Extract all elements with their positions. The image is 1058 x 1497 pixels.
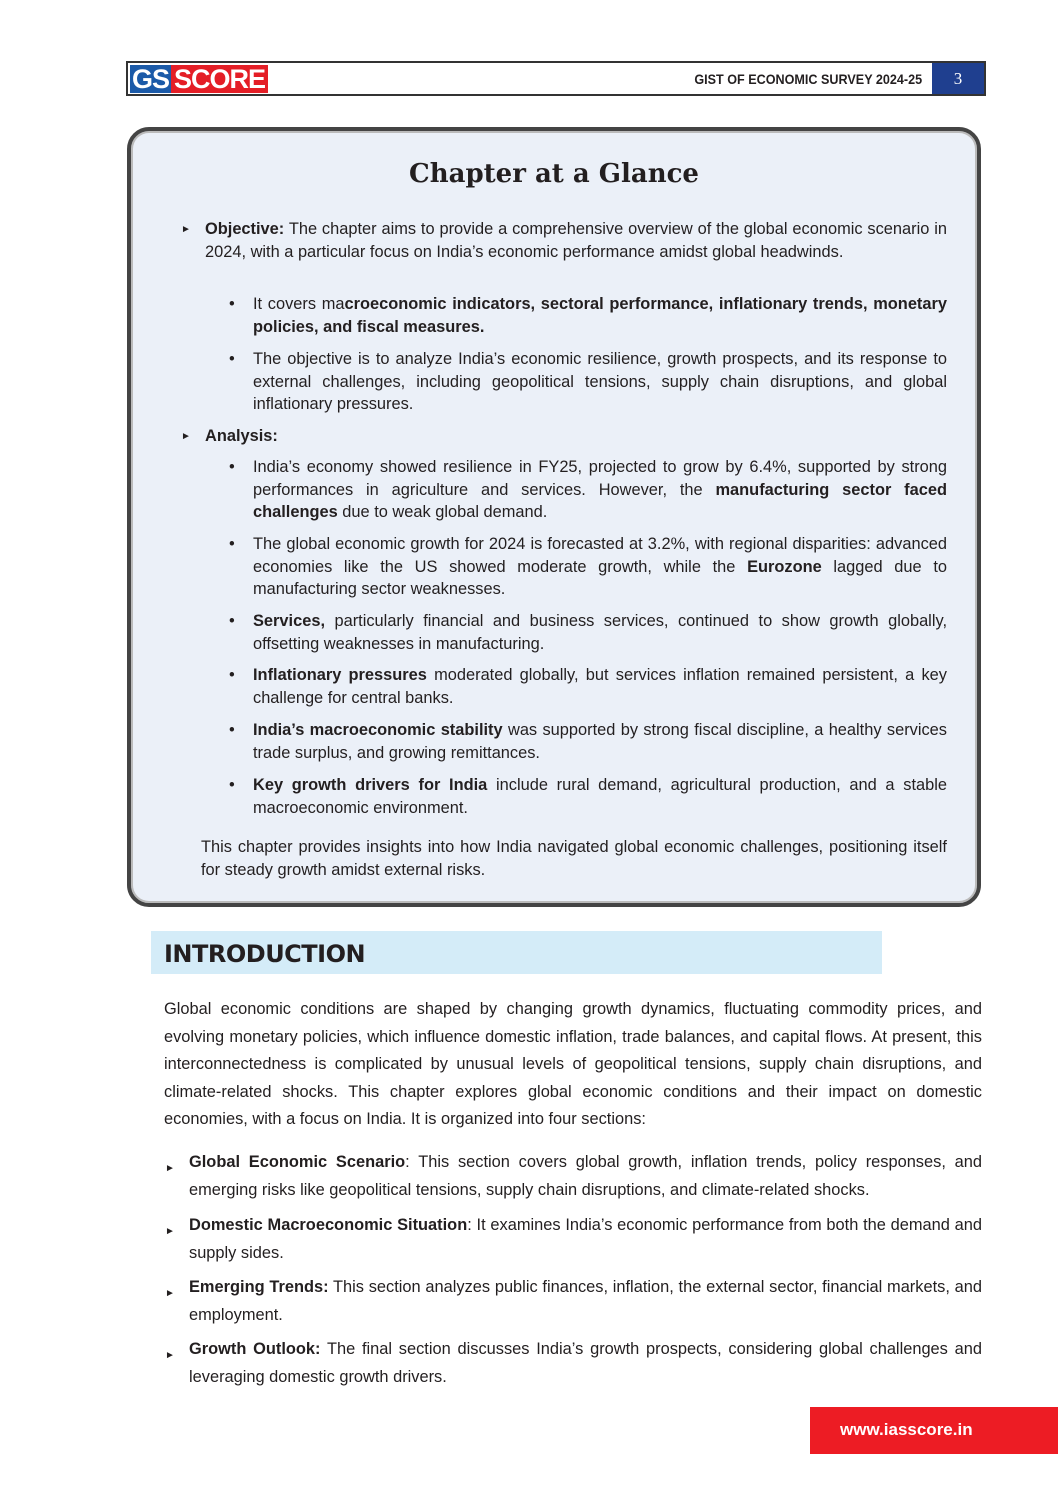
text: include rural demand, agricultural production, and a stable macroeconomic environment. [253,776,947,817]
section-item-3 [165,1274,982,1329]
section-label: Domestic Macroeconomic Situation [189,1216,468,1234]
page-number: 3 [932,63,984,94]
analysis-bullet-1 [229,456,948,524]
introduction-paragraph: Global economic conditions are shaped by changing growth dynamics, fluctuating commodity prices, and evolving monetary policies, which influence domestic inflation, trade balances, and capital flows. At present, this interconnectedness is complicated by unusual levels of geopolitical tensions, supply chain disruptions, and climate-related shocks. This chapter explores global economic conditions and their impact on domestic economies, with a focus on India. It is organized into four sections: [164,1000,982,1128]
glance-closing: This chapter provides insights into how India navigated global economic challenges, positioning itself for steady growth amidst external risks. [201,838,947,879]
objective-bullet-1 [229,293,948,338]
introduction-heading-bar [151,931,882,974]
arrow-bullet-icon: ► [181,224,191,235]
dot-bullet-icon: • [229,295,235,313]
dot-bullet-icon: • [229,721,235,739]
arrow-bullet-icon: ► [165,1288,175,1299]
text: was supported by strong fiscal discipline, a healthy services trade surplus, and growing remittances. [253,721,947,762]
bold-text: Eurozone [747,557,822,576]
analysis-bullet-4 [229,664,947,709]
section-text: This section covers global growth, inflation trends, policy responses, and emerging risks like geopolitical tensions, supply chain disruptions, and climate-related shocks. [189,1153,983,1199]
footer-website-banner [810,1407,1058,1454]
glance-title: Chapter at a Glance [409,159,699,189]
analysis-item [181,425,947,448]
page-header [126,61,986,96]
analysis-bullet-5 [229,719,947,764]
section-label: Global Economic Scenario [189,1153,406,1171]
dot-bullet-icon: • [229,458,235,476]
section-text: It examines India’s economic performance from both the demand and supply sides. [189,1216,982,1262]
text: It covers ma [253,295,345,313]
separator: : [467,1216,477,1234]
text: moderated globally, but services inflation remained persistent, a key challenge for central banks. [253,666,947,707]
text: lagged due to manufacturing sector weaknesses. [253,557,947,598]
bold-text: Services, [253,612,325,630]
dot-bullet-icon: • [229,612,235,630]
analysis-bullet-6 [229,774,947,819]
bold-text: Inflationary pressures [253,666,427,684]
gsscore-logo [130,65,268,93]
objective-label: Objective: [205,220,285,238]
separator: : [405,1153,419,1171]
chapter-at-a-glance-box [127,127,981,907]
text: India’s economy showed resilience in FY25, projected to grow by 6.4%, supported by strong performances in agriculture and services. However, the [253,458,947,499]
dot-bullet-icon: • [229,535,235,553]
analysis-bullet-3 [229,610,947,655]
dot-bullet-icon: • [229,776,235,794]
section-item-4 [165,1336,982,1391]
arrow-bullet-icon: ► [165,1226,175,1237]
section-text: The final section discusses India’s growth prospects, considering global challenges and leveraging domestic growth drivers. [189,1340,982,1386]
arrow-bullet-icon: ► [181,431,191,442]
logo-gs: GS [132,64,170,94]
objective-text: The chapter aims to provide a comprehensive overview of the global economic scenario in 2024, with a particular focus on India’s economic performance amidst global headwinds. [205,220,947,261]
arrow-bullet-icon: ► [165,1163,175,1174]
header-title: GIST OF ECONOMIC SURVEY 2024-25 [694,71,922,87]
arrow-bullet-icon: ► [165,1350,175,1361]
objective-item [181,218,947,263]
bold-text: manufacturing sector faced challenges [253,480,948,521]
analysis-label: Analysis: [205,427,278,445]
logo-score: SCORE [171,65,268,93]
objective-bullet-2 [229,348,947,416]
dot-bullet-icon: • [229,350,235,368]
section-label: Growth Outlook: [189,1340,321,1358]
bold-text: Key growth drivers for India [253,776,488,794]
introduction-heading: INTRODUCTION [164,940,366,968]
text: due to weak global demand. [337,503,548,521]
text: particularly financial and business services, continued to show growth globally, offsetting weaknesses in manufacturing. [253,612,947,653]
dot-bullet-icon: • [229,666,235,684]
bold-text: croeconomic indicators, sectoral performance, inflationary trends, monetary policies, and fiscal measures. [253,295,948,336]
website-link[interactable]: www.iasscore.in [840,1420,973,1439]
text: The global economic growth for 2024 is forecasted at 3.2%, with regional disparities: advanced economies like the US showed moderate growth, while the [253,535,947,576]
analysis-bullet-2 [229,533,947,601]
text: The objective is to analyze India’s economic resilience, growth prospects, and its response to external challenges, including geopolitical tensions, supply chain disruptions, and global inflationary pressures. [253,350,947,413]
section-item-1 [165,1149,983,1204]
section-text: This section analyzes public finances, inflation, the external sector, financial markets, and employment. [189,1278,982,1324]
bold-text: India’s macroeconomic stability [253,721,503,739]
section-label: Emerging Trends: [189,1278,329,1296]
section-item-2 [165,1212,982,1267]
